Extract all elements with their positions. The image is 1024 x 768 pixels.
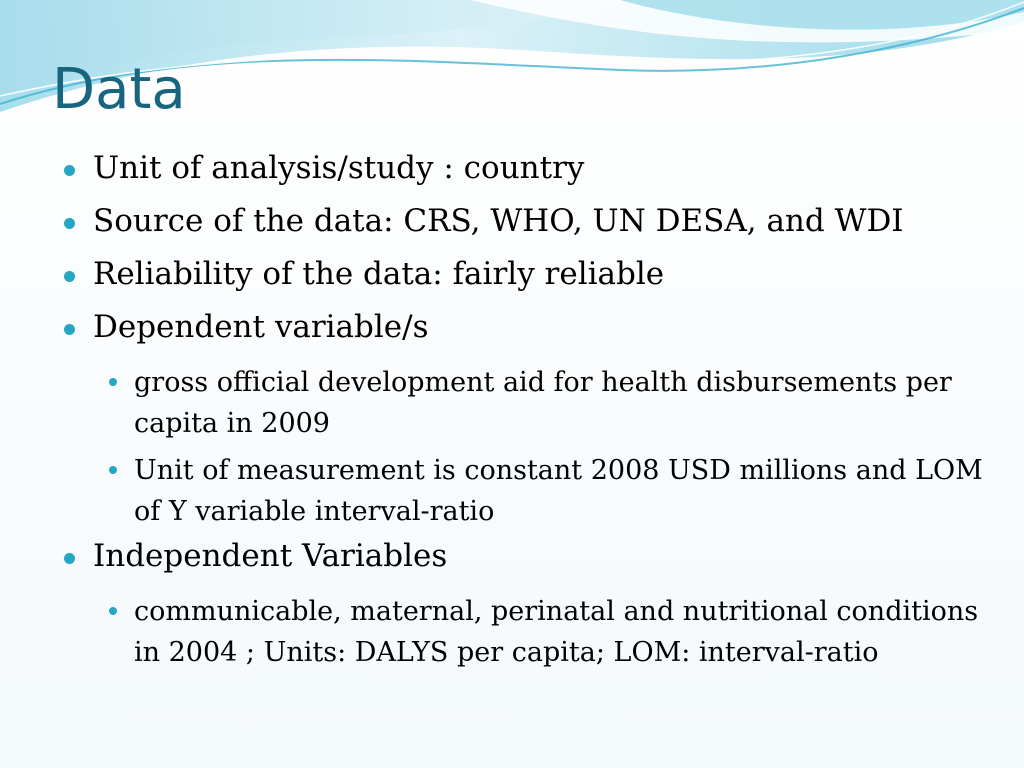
bullet-list — [62, 150, 992, 679]
sub-bullet-text: gross official development aid for health disbursements per capita in 2009 — [134, 367, 952, 439]
sub-bullet-item — [103, 362, 992, 444]
bullet-dot-icon — [64, 165, 75, 176]
sub-bullet-item — [103, 591, 992, 673]
bullet-dot-icon — [64, 271, 75, 282]
bullet-item — [62, 203, 992, 240]
bullet-text: Dependent variable/s — [93, 309, 429, 345]
bullet-text: Source of the data: CRS, WHO, UN DESA, and WDI — [93, 203, 904, 239]
bullet-dot-icon — [109, 607, 117, 615]
bullet-item — [62, 538, 992, 575]
bullet-item — [62, 309, 992, 346]
sub-bullet-text: Unit of measurement is constant 2008 USD millions and LOM of Y variable interval-ratio — [134, 455, 983, 527]
bullet-text: Independent Variables — [93, 538, 448, 574]
bullet-dot-icon — [64, 218, 75, 229]
bullet-dot-icon — [109, 378, 117, 386]
bullet-dot-icon — [64, 553, 75, 564]
bullet-text: Reliability of the data: fairly reliable — [93, 256, 665, 292]
sub-bullet-item — [103, 450, 992, 532]
bullet-item — [62, 256, 992, 293]
sub-bullet-text: communicable, maternal, perinatal and nutritional conditions in 2004 ; Units: DALYS per capita; LOM: interval-ratio — [134, 596, 979, 668]
bullet-item — [62, 150, 992, 187]
slide-title: Data — [52, 57, 186, 122]
bullet-text: Unit of analysis/study : country — [93, 150, 585, 186]
bullet-dot-icon — [109, 466, 117, 474]
bullet-dot-icon — [64, 324, 75, 335]
